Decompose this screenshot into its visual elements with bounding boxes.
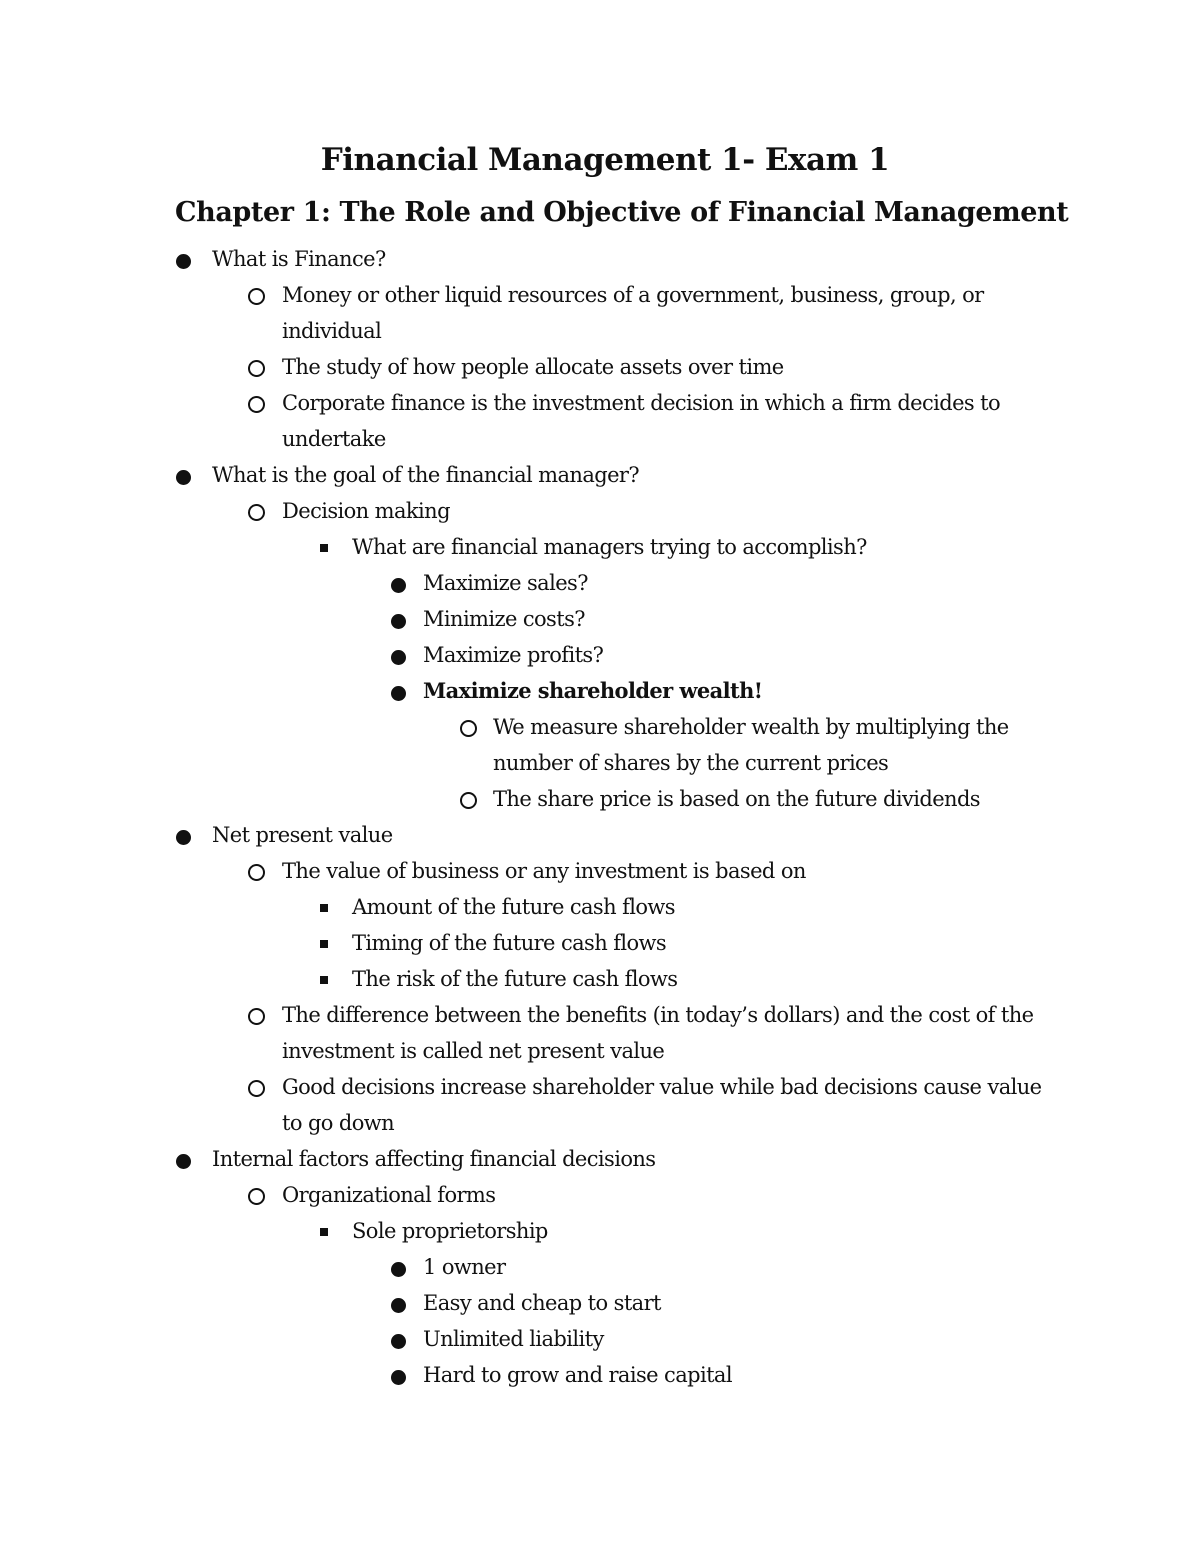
list-item-text: Good decisions increase shareholder value while bad decisions cause value to go down (282, 1075, 1042, 1135)
list-item-text: Net present value (212, 823, 393, 847)
square-bullet-icon (320, 976, 328, 984)
list-item (0, 349, 1200, 385)
list-item (0, 709, 1200, 781)
filled-circle-bullet-icon (391, 686, 406, 701)
list-item (0, 637, 1200, 673)
filled-circle-bullet-icon (391, 650, 406, 665)
list-item-text: Timing of the future cash flows (352, 931, 667, 955)
hollow-circle-bullet-icon (248, 504, 265, 521)
filled-circle-bullet-icon (391, 1334, 406, 1349)
list-item-text: Sole proprietorship (352, 1219, 548, 1243)
hollow-circle-bullet-icon (248, 396, 265, 413)
list-item-text: Maximize profits? (423, 643, 604, 667)
square-bullet-icon (320, 904, 328, 912)
hollow-circle-bullet-icon (248, 1008, 265, 1025)
chapter-heading: Chapter 1: The Role and Objective of Financial Management (175, 197, 1069, 228)
list-item-text: What is the goal of the financial manager? (212, 463, 640, 487)
hollow-circle-bullet-icon (248, 1188, 265, 1205)
filled-circle-bullet-icon (391, 1370, 406, 1385)
list-item-text: What are financial managers trying to accomplish? (352, 535, 867, 559)
filled-circle-bullet-icon (176, 830, 191, 845)
filled-circle-bullet-icon (391, 578, 406, 593)
filled-circle-bullet-icon (391, 1298, 406, 1313)
list-item-text: Easy and cheap to start (423, 1291, 661, 1315)
list-item (0, 601, 1200, 637)
hollow-circle-bullet-icon (460, 792, 477, 809)
list-item-text: Maximize shareholder wealth! (423, 678, 763, 703)
list-item-text: The share price is based on the future dividends (493, 787, 980, 811)
list-item (0, 853, 1200, 889)
list-item (0, 277, 1200, 349)
list-item-text: Amount of the future cash flows (352, 895, 675, 919)
list-item (0, 1213, 1200, 1249)
list-item (0, 1357, 1200, 1393)
list-item (0, 1177, 1200, 1213)
list-item (0, 565, 1200, 601)
list-item-text: The study of how people allocate assets over time (282, 355, 784, 379)
list-item (0, 997, 1200, 1069)
hollow-circle-bullet-icon (248, 864, 265, 881)
list-item-text: Decision making (282, 499, 450, 523)
list-item-text: We measure shareholder wealth by multiplying the number of shares by the current prices (493, 715, 1009, 775)
list-item (0, 817, 1200, 853)
list-item (0, 529, 1200, 565)
list-item (0, 493, 1200, 529)
list-item-text: Money or other liquid resources of a government, business, group, or individual (282, 283, 984, 343)
square-bullet-icon (320, 940, 328, 948)
list-item (0, 1141, 1200, 1177)
bullet-outline (0, 241, 1200, 1393)
list-item (0, 385, 1200, 457)
list-item-text: Corporate finance is the investment decision in which a firm decides to undertake (282, 391, 1001, 451)
list-item (0, 241, 1200, 277)
list-item-text: Unlimited liability (423, 1327, 604, 1351)
hollow-circle-bullet-icon (248, 288, 265, 305)
list-item (0, 781, 1200, 817)
filled-circle-bullet-icon (176, 1154, 191, 1169)
list-item (0, 457, 1200, 493)
list-item (0, 1249, 1200, 1285)
list-item (0, 673, 1200, 709)
list-item-text: The difference between the benefits (in today’s dollars) and the cost of the investment is called net present value (282, 1003, 1034, 1063)
filled-circle-bullet-icon (391, 1262, 406, 1277)
list-item (0, 1321, 1200, 1357)
list-item-text: Organizational forms (282, 1183, 496, 1207)
square-bullet-icon (320, 1228, 328, 1236)
document-title: Financial Management 1- Exam 1 (320, 142, 890, 178)
hollow-circle-bullet-icon (248, 360, 265, 377)
list-item-text: The risk of the future cash flows (352, 967, 678, 991)
filled-circle-bullet-icon (176, 470, 191, 485)
list-item (0, 1069, 1200, 1141)
list-item-text: What is Finance? (212, 247, 386, 271)
square-bullet-icon (320, 544, 328, 552)
list-item-text: 1 owner (423, 1255, 506, 1279)
list-item-text: The value of business or any investment is based on (282, 859, 806, 883)
list-item-text: Maximize sales? (423, 571, 588, 595)
list-item-text: Internal factors affecting financial decisions (212, 1147, 656, 1171)
list-item-text: Minimize costs? (423, 607, 585, 631)
list-item (0, 889, 1200, 925)
hollow-circle-bullet-icon (248, 1080, 265, 1097)
filled-circle-bullet-icon (176, 254, 191, 269)
list-item-text: Hard to grow and raise capital (423, 1363, 732, 1387)
filled-circle-bullet-icon (391, 614, 406, 629)
list-item (0, 925, 1200, 961)
list-item (0, 1285, 1200, 1321)
list-item (0, 961, 1200, 997)
hollow-circle-bullet-icon (460, 720, 477, 737)
